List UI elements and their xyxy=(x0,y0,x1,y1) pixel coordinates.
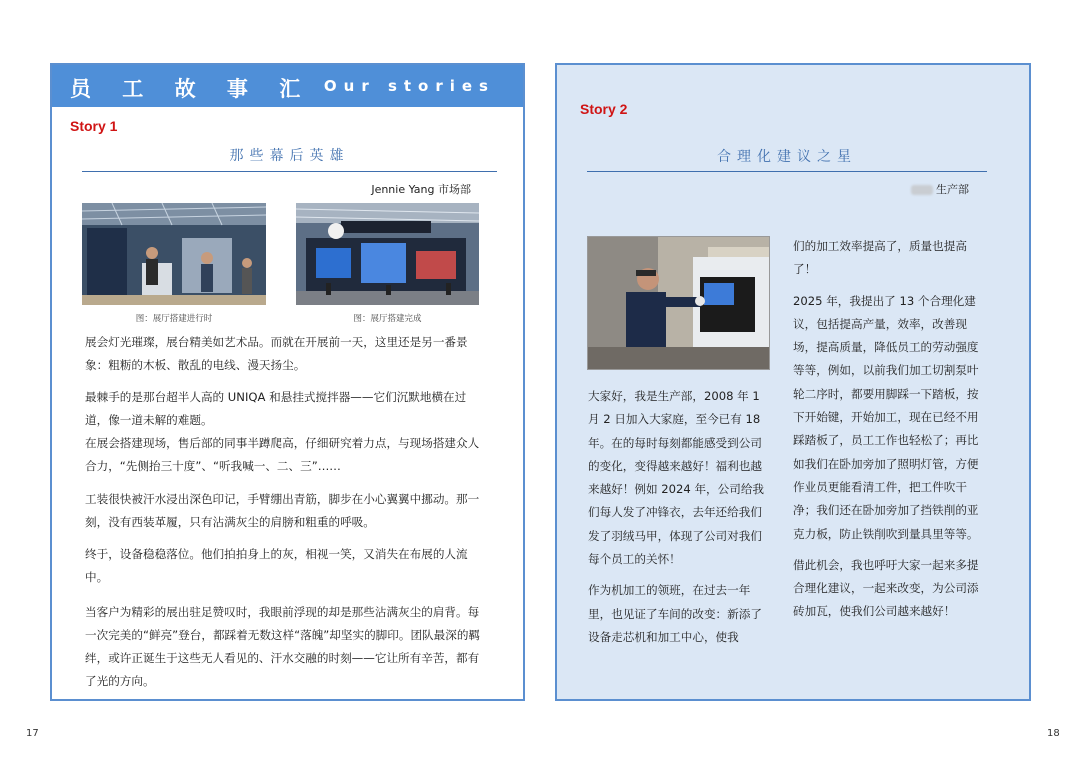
booth-construction-photo xyxy=(82,203,266,305)
worker-photo xyxy=(587,236,770,370)
story-1-label: Story 1 xyxy=(70,118,118,134)
story-2-column-2 xyxy=(793,235,989,632)
story-1-title: 那些幕后英雄 xyxy=(229,148,350,164)
story-1-byline: Jennie Yang 市场部 xyxy=(371,183,471,196)
story-2-col2-paragraph-3: 借此机会，我也呼吁大家一起来多提合理化建议，一起来改变，为公司添砖加瓦，使我们公司越来越好！ xyxy=(793,557,979,619)
title-divider xyxy=(82,171,497,172)
story-2-col1-paragraph-2: 作为机加工的领班，在过去一年里，也见证了车间的改变：新添了设备走芯机和加工中心，使我 xyxy=(588,583,762,644)
title-divider xyxy=(587,171,987,172)
blurred-name xyxy=(911,185,933,195)
story-2-title: 合理化建议之星 xyxy=(717,149,857,165)
story-2-label: Story 2 xyxy=(580,101,628,117)
banner-title-cn: 员 工 故 事 汇 xyxy=(70,77,313,101)
story-2-col2-paragraph-1: 们的加工效率提高了，质量也提高了！ xyxy=(793,239,967,277)
booth-completed-photo xyxy=(296,203,479,305)
story-2-col1-paragraph-1: 大家好，我是生产部，2008 年 1 月 2 日加入大家庭，至今已有 18 年。在的每时每刻都能感受到公司的变化，变得越来越好！福利也越来越好！例如 2024 年，公司给我们每人发了冲锋衣，去年还给我们发了羽绒马甲，体现了公司对我们每个员工的关怀！ xyxy=(588,389,765,567)
story-2-byline: 生产部 xyxy=(911,181,970,197)
right-page xyxy=(555,63,1031,701)
stories-banner xyxy=(52,65,523,107)
banner-title-en: Our stories xyxy=(323,77,495,95)
story-1-paragraph-2: 最棘手的是那台超半人高的 UNIQA 和悬挂式搅拌器——它们沉默地横在过道，像一道未解的难题。 在展会搭建现场，售后部的同事半蹲爬高，仔细研究着力点，与现场搭建众人合力，“先侧抬三十度”、“听我喊一、二、三”…… xyxy=(85,390,480,473)
page-number-right: 18 xyxy=(1047,728,1060,739)
story-1-paragraph-3: 工装很快被汗水浸出深色印记，手臂绷出青筋，脚步在小心翼翼中挪动。那一刻，没有西装革履，只有沾满灰尘的肩膀和粗重的呼吸。 xyxy=(85,492,480,529)
left-page xyxy=(50,63,525,701)
photo-2-caption: 图：展厅搭建完成 xyxy=(353,314,422,324)
story-2-col2-paragraph-2: 2025 年，我提出了 13 个合理化建议，包括提高产量，效率，改善现场，提高质量，降低员工的劳动强度等等，例如，以前我们加工切割泵叶轮二序时，都要用脚踩一下踏板，按下开始键，开始加工，现在已经不用踩踏板了，员工工作也轻松了；再比如我们在卧加旁加了照明灯管，方便作业员更能看清工件，把工件吹干净；我们还在卧加旁加了挡铁削的亚克力板，防止铁削吹到量具里等等。 xyxy=(793,293,979,541)
story-1-paragraph-1: 展会灯光璀璨，展台精美如艺术品。而就在开展前一天，这里还是另一番景象：粗粝的木板、散乱的电线、漫天扬尘。 xyxy=(85,335,468,372)
story-1-paragraph-5: 当客户为精彩的展出驻足赞叹时，我眼前浮现的却是那些沾满灰尘的肩背。每一次完美的“鲜亮”登台，都踩着无数这样“落魄”却坚实的脚印。团队最深的羁绊，或许正诞生于这些无人看见的、汗水交融的时刻——它让所有辛苦，都有了光的方向。 xyxy=(85,605,481,688)
photo-1-caption: 图：展厅搭建进行时 xyxy=(135,314,213,324)
story-2-column-1 xyxy=(588,385,773,657)
story-1-paragraph-4: 终于，设备稳稳落位。他们拍拍身上的灰，相视一笑，又消失在布展的人流中。 xyxy=(85,547,468,584)
page-number-left: 17 xyxy=(26,728,39,739)
